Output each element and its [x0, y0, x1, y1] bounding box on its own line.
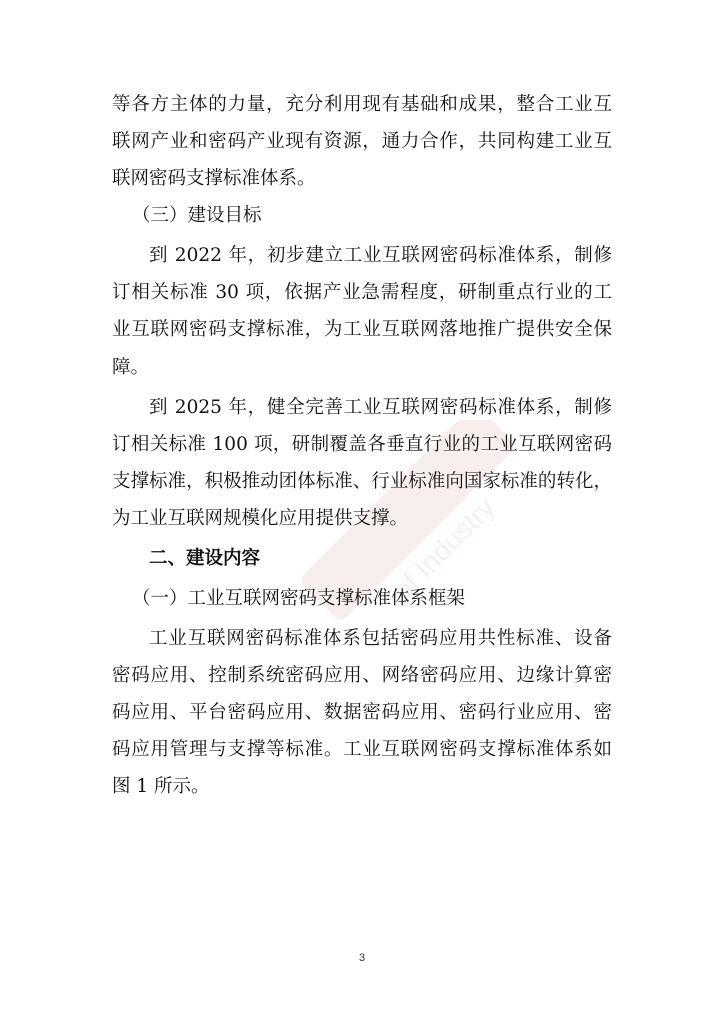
body-text-line: 到 2025 年，健全完善工业互联网密码标准体系，制修 [149, 397, 612, 418]
body-text-line: 联网密码支撑标准体系。 [112, 168, 316, 189]
body-text-line: 订相关标准 100 项，研制覆盖各垂直行业的工业互联网密码 [112, 434, 612, 455]
body-text-line: 到 2022 年，初步建立工业互联网密码标准体系，制修 [149, 245, 612, 266]
body-text-line: 密码应用、控制系统密码应用、网络密码应用、边缘计算密 [112, 665, 612, 686]
body-text-line: 码应用、平台密码应用、数据密码应用、密码行业应用、密 [112, 702, 612, 723]
subsection-heading-framework: （一）工业互联网密码支撑标准体系框架 [132, 588, 466, 609]
body-text-line: 图 1 所示。 [112, 776, 210, 797]
body-text-line: 为工业互联网规模化应用提供支撑。 [112, 508, 409, 529]
page-number: 3 [358, 952, 366, 964]
section-heading-goals: （三）建设目标 [132, 205, 262, 226]
body-text-line: 业互联网密码支撑标准，为工业互联网落地推广提供安全保 [112, 319, 612, 340]
section-heading-content: 二、建设内容 [149, 548, 261, 569]
body-text-line: 等各方主体的力量，充分利用现有基础和成果，整合工业互 [112, 94, 612, 115]
body-text-line: 支撑标准，积极推动团体标准、行业标准向国家标准的转化， [112, 471, 612, 492]
body-text-line: 障。 [112, 357, 150, 378]
watermark-text: of Industry [386, 491, 501, 606]
body-text-line: 订相关标准 30 项，依据产业急需程度，研制重点行业的工 [112, 282, 612, 303]
body-text-line: 码应用管理与支撑等标准。工业互联网密码支撑标准体系如 [112, 739, 612, 760]
body-text-line: 工业互联网密码标准体系包括密码应用共性标准、设备 [149, 628, 612, 649]
body-text-line: 联网产业和密码产业现有资源，通力合作，共同构建工业互 [112, 131, 612, 152]
